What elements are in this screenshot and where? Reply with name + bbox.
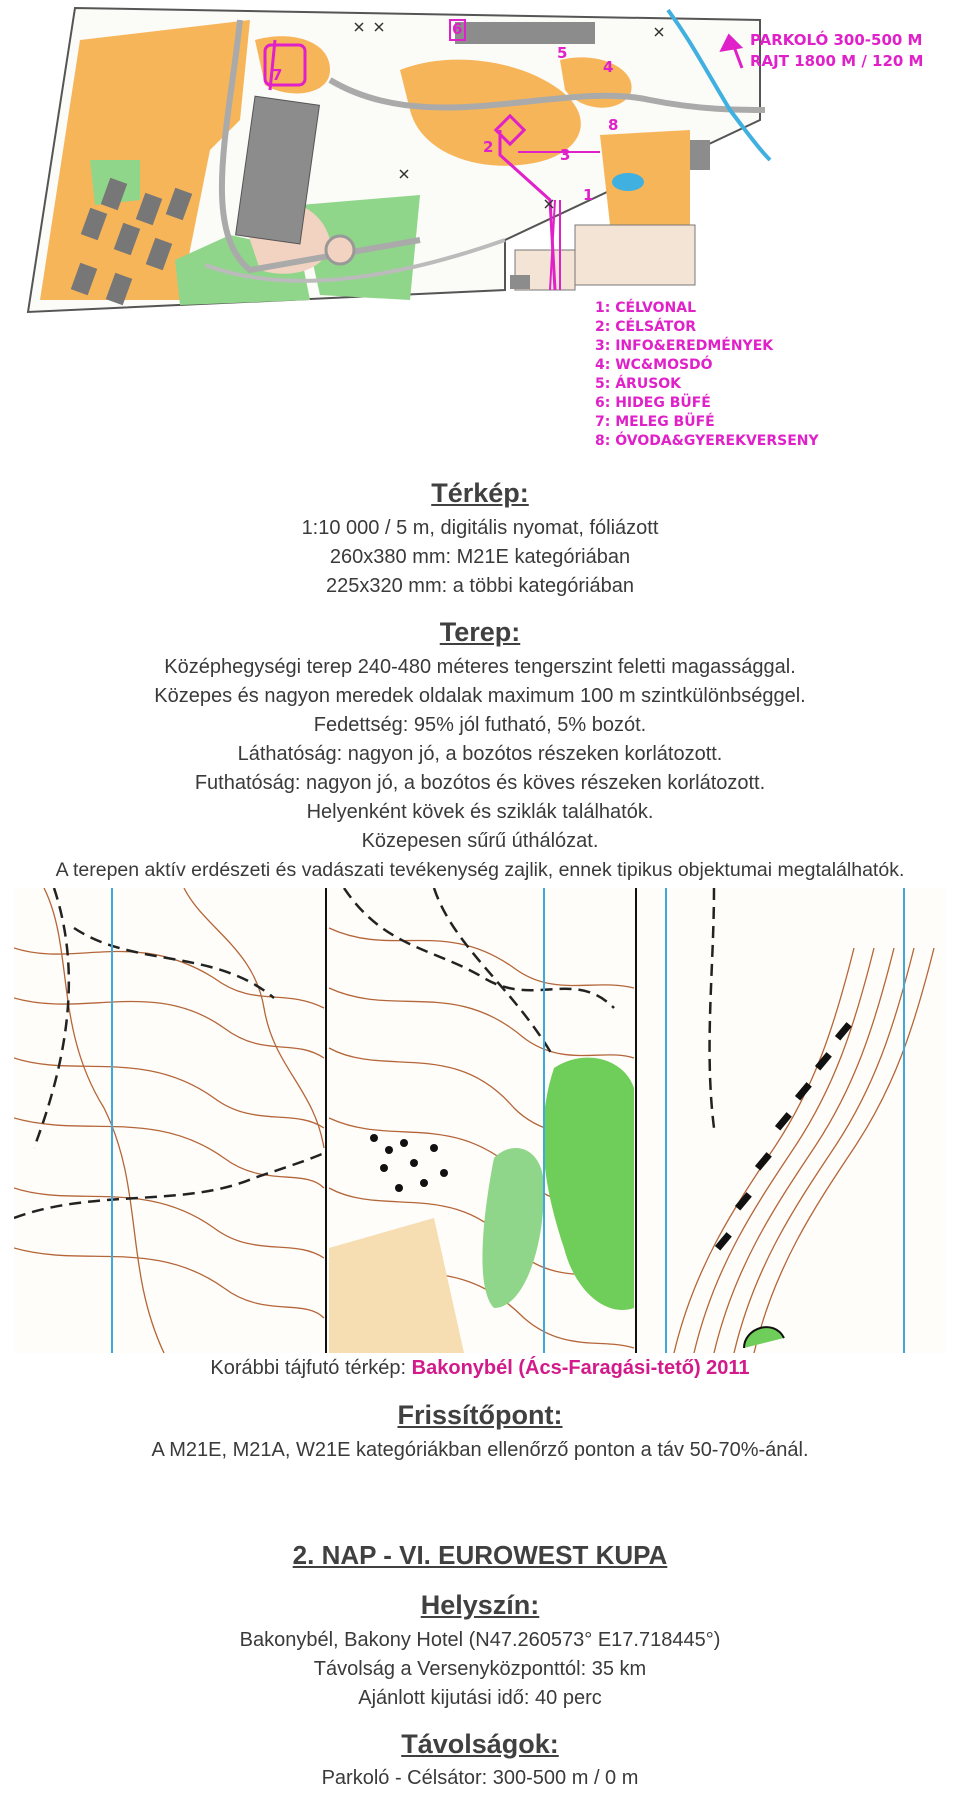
terep-heading: Terep: (439, 617, 521, 647)
legend-item: 5: ÁRUSOK (595, 376, 682, 392)
legend-item: 7: MELEG BÜFÉ (595, 414, 715, 430)
terkep-line: 260x380 mm: M21E kategóriában (329, 546, 631, 568)
helyszin-heading: Helyszín: (420, 1590, 540, 1620)
map-number: 8 (608, 116, 619, 134)
terep-line: Közepesen sűrű úthálózat. (361, 830, 599, 852)
helyszin-line: Ajánlott kijutási idő: 40 perc (358, 1687, 602, 1709)
caption-prefix: Korábbi tájfutó térkép: (210, 1357, 412, 1379)
helyszin-line: Távolság a Versenyközponttól: 35 km (313, 1658, 647, 1680)
terep-line: Közepes és nagyon meredek oldalak maximum 100 m szintkülönbséggel. (154, 685, 806, 707)
legend-item: 6: HIDEG BÜFÉ (595, 395, 711, 411)
terep-line: Helyenként kövek és sziklák találhatók. (306, 801, 654, 823)
sample-map-link[interactable]: Bakonybél (Ács-Faragási-tető) 2011 (411, 1357, 750, 1379)
legend-item: 3: INFO&EREDMÉNYEK (595, 338, 774, 354)
terep-line: Láthatóság: nagyon jó, a bozótos részeken korlátozott. (237, 743, 723, 765)
start-note: RAJT 1800 M / 120 M (750, 52, 924, 70)
parking-note: PARKOLÓ 300-500 M (750, 31, 923, 49)
tavolsagok-heading: Távolságok: (401, 1729, 559, 1759)
terep-line: A terepen aktív erdészeti és vadászati tevékenység zajlik, ennek tipikus objektumai megtalálhatók. (55, 859, 905, 881)
sample-orienteering-map (14, 888, 946, 1353)
event-centre-map (0, 0, 960, 460)
frissito-line: A M21E, M21A, W21E kategóriákban ellenőrző ponton a táv 50-70%-ánál. (151, 1439, 809, 1461)
legend-item: 1: CÉLVONAL (595, 300, 697, 316)
map-number: 6 (452, 20, 463, 38)
map-number: 4 (603, 58, 614, 76)
tavolsagok-line: Parkoló - Célsátor: 300-500 m / 0 m (321, 1767, 639, 1789)
terkep-line: 225x320 mm: a többi kategóriában (326, 575, 634, 597)
sample-map-caption (0, 1354, 960, 1383)
terep-line: Fedettség: 95% jól futható, 5% bozót. (313, 714, 647, 736)
terep-line: Középhegységi terep 240-480 méteres tengerszint feletti magassággal. (164, 656, 796, 678)
map-number: 7 (272, 66, 283, 84)
terkep-line: 1:10 000 / 5 m, digitális nyomat, fóliázott (301, 517, 659, 539)
legend-item: 4: WC&MOSDÓ (595, 357, 713, 373)
map-number: 3 (560, 146, 571, 164)
map-number: 1 (583, 186, 594, 204)
frissito-heading: Frissítőpont: (397, 1400, 563, 1430)
map-number: 5 (557, 44, 568, 62)
legend-item: 2: CÉLSÁTOR (595, 319, 697, 335)
map-number: 2 (483, 138, 494, 156)
terkep-heading: Térkép: (431, 478, 529, 508)
legend-item: 8: ÓVODA&GYEREKVERSENY (595, 433, 819, 449)
terep-line: Futhatóság: nagyon jó, a bozótos és köves részeken korlátozott. (194, 772, 766, 794)
day2-title: 2. NAP - VI. EUROWEST KUPA (292, 1540, 668, 1570)
helyszin-line: Bakonybél, Bakony Hotel (N47.260573° E17.718445°) (239, 1629, 721, 1651)
